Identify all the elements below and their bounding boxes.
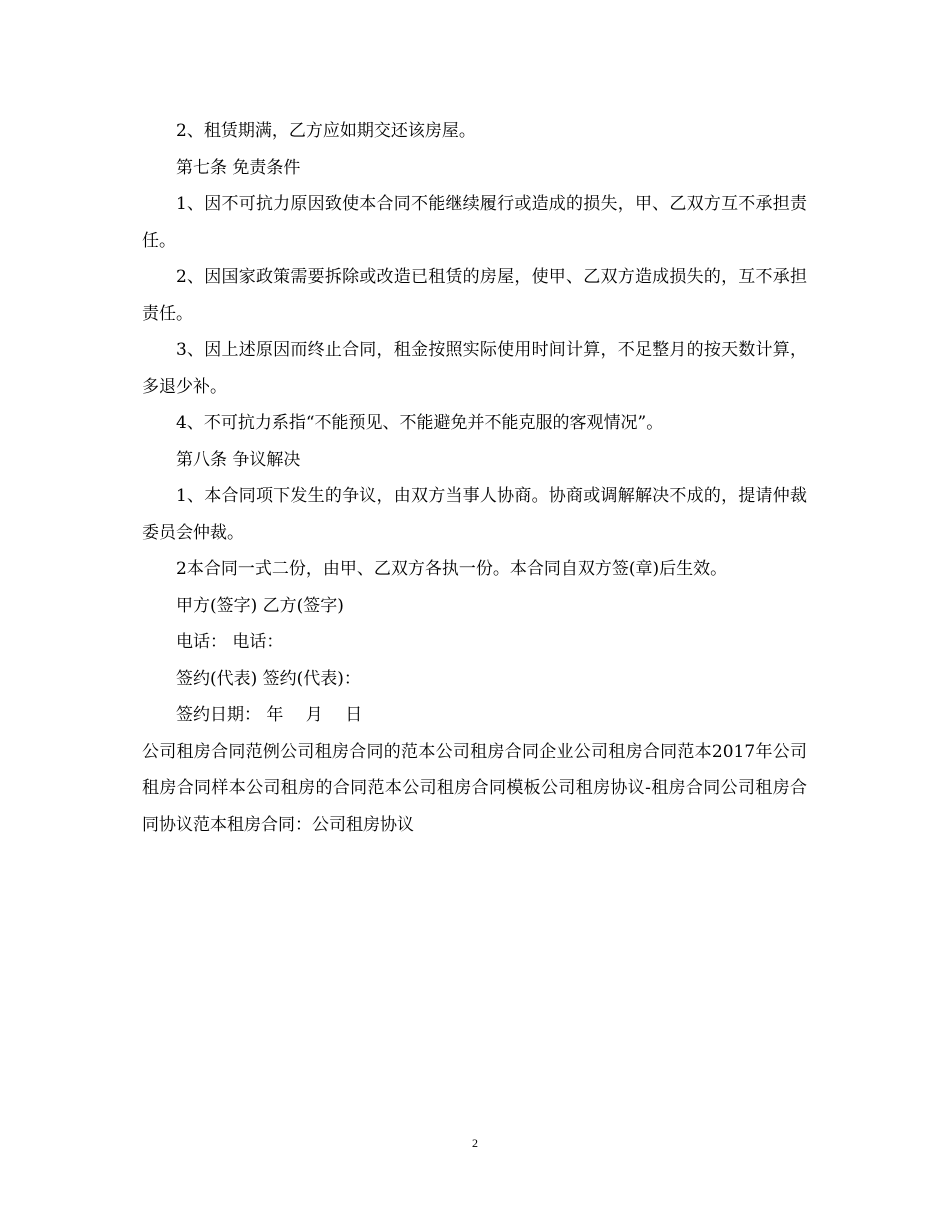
signature-date: 签约日期： 年 月 日 [176, 705, 363, 725]
page-number: 2 [472, 1136, 478, 1150]
signature-parties: 甲方(签字) 乙方(签字) [176, 595, 344, 616]
signature-phones: 电话： 电话： [176, 632, 284, 652]
paragraph-dispute-arbitration: 1、本合同项下发生的争议，由双方当事人协商。协商或调解解决不成的，提请仲裁委员会仲裁。 [142, 486, 807, 543]
heading-article-7: 第七条 免责条件 [176, 157, 301, 178]
paragraph-force-majeure-definition: 4、不可抗力系指“不能预见、不能避免并不能克服的客观情况”。 [176, 413, 664, 433]
heading-article-8: 第八条 争议解决 [176, 449, 301, 470]
keywords-paragraph: 公司租房合同范例公司租房合同的范本公司租房合同企业公司租房合同范本2017年公司租房合同样本公司租房的合同范本公司租房合同模板公司租房协议-租房合同公司租房合同协议范本租房合同：公司租房协议 [142, 741, 807, 835]
paragraph-lease-expiry: 2、租赁期满，乙方应如期交还该房屋。 [176, 121, 476, 141]
document-body [142, 113, 807, 843]
paragraph-copies-effective: 2本合同一式二份，由甲、乙双方各执一份。本合同自双方签(章)后生效。 [176, 559, 728, 579]
paragraph-rent-calculation: 3、因上述原因而终止合同，租金按照实际使用时间计算，不足整月的按天数计算，多退少补。 [142, 340, 807, 397]
signature-representatives: 签约(代表) 签约(代表)： [176, 668, 361, 689]
paragraph-force-majeure: 1、因不可抗力原因致使本合同不能继续履行或造成的损失，甲、乙双方互不承担责任。 [142, 194, 807, 251]
paragraph-policy-demolition: 2、因国家政策需要拆除或改造已租赁的房屋，使甲、乙双方造成损失的，互不承担责任。 [142, 267, 807, 324]
